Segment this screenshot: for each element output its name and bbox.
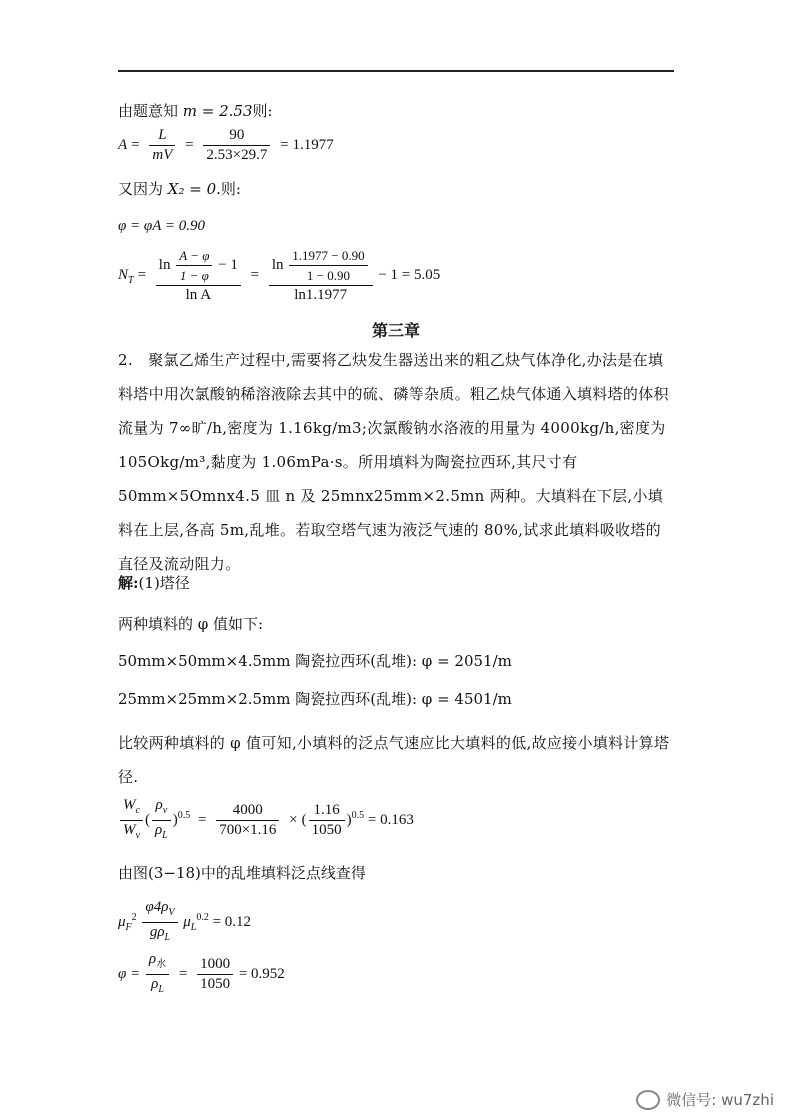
equation-psi: φ = $\frac{\rho_水}{\rho_L}$ = $\frac{1000}{1050}$ = 0.952	[118, 951, 285, 995]
watermark: 微信号: wu7zhi	[636, 1089, 774, 1110]
equation-mu: $\mu_F^2$ $\frac{\varphi 4\rho_V}{g\rho_L}$ $\mu_L^{0.2} = 0.12$	[118, 899, 252, 943]
intro-line-1: 由题意知 m = 2.53则:	[118, 102, 273, 120]
wechat-icon	[636, 1090, 660, 1110]
figure-note: 由图(3−18)中的乱堆填料泛点线查得	[118, 864, 366, 882]
compare-text: 比较两种填料的 φ 值可知,小填料的泛点气速应比大填料的低,故应接小填料计算塔径.	[118, 734, 670, 786]
equation-phi: φ = φA = 0.90	[118, 218, 205, 234]
intro-line-2: 又因为 X₂ = 0.则:	[118, 180, 241, 198]
packing-large: 50mm×50mm×4.5mm 陶瓷拉西环(乱堆): φ = 2051/m	[118, 652, 512, 670]
equation-nt: $N_T$ = ln $\frac{A - \varphi}{1 - \varphi}$ − 1 ln A = ln $\frac{1.1977 - 0.90}{1 - 0.90}$ ln1.1977 − 1 = 5.05	[118, 248, 441, 303]
header-rule	[118, 70, 674, 72]
solution-heading: 解:(1)塔径	[118, 574, 190, 592]
phi-intro: 两种填料的 φ 值如下:	[118, 615, 264, 633]
packing-small: 25mm×25mm×2.5mm 陶瓷拉西环(乱堆): φ = 4501/m	[118, 690, 512, 708]
chapter-title: 第三章	[371, 321, 420, 340]
equation-a: A = $\frac{L}{mV}$ = $\frac{90}{2.53\times 29.7}$ = 1.1977	[118, 127, 334, 163]
problem-text: 2. 聚氯乙烯生产过程中,需要将乙炔发生器送出来的粗乙炔气体净化,办法是在填料塔中用次氯酸钠稀溶液除去其中的硫、磷等杂质。粗乙炔气体通入填料塔的体积流量为 7∞旷/h,密度为 1.16kg/m3;次氯酸钠水洛液的用量为 4000kg/h,密度为 105Okg/m³,黏度为 1.06mPa·s。所用填料为陶瓷拉西环,其尺寸有 50mm×5Omnx4.5 皿 n 及 25mnx25mm×2.5mn 两种。大填料在下层,小填料在上层,各高 5m,乱堆。若取空塔气速为液泛气速的 80%,试求此填料吸收塔的直径及流动阻力。	[118, 351, 669, 573]
equation-w: $\frac{W_c}{W_v}$ ( $\frac{\rho_v}{\rho_L}$ )$^{0.5}$ = $\frac{4000}{700\times 1.16}$ × ( $\frac{1.16}{1050}$ )$^{0.5}$ = 0.163	[118, 796, 414, 845]
